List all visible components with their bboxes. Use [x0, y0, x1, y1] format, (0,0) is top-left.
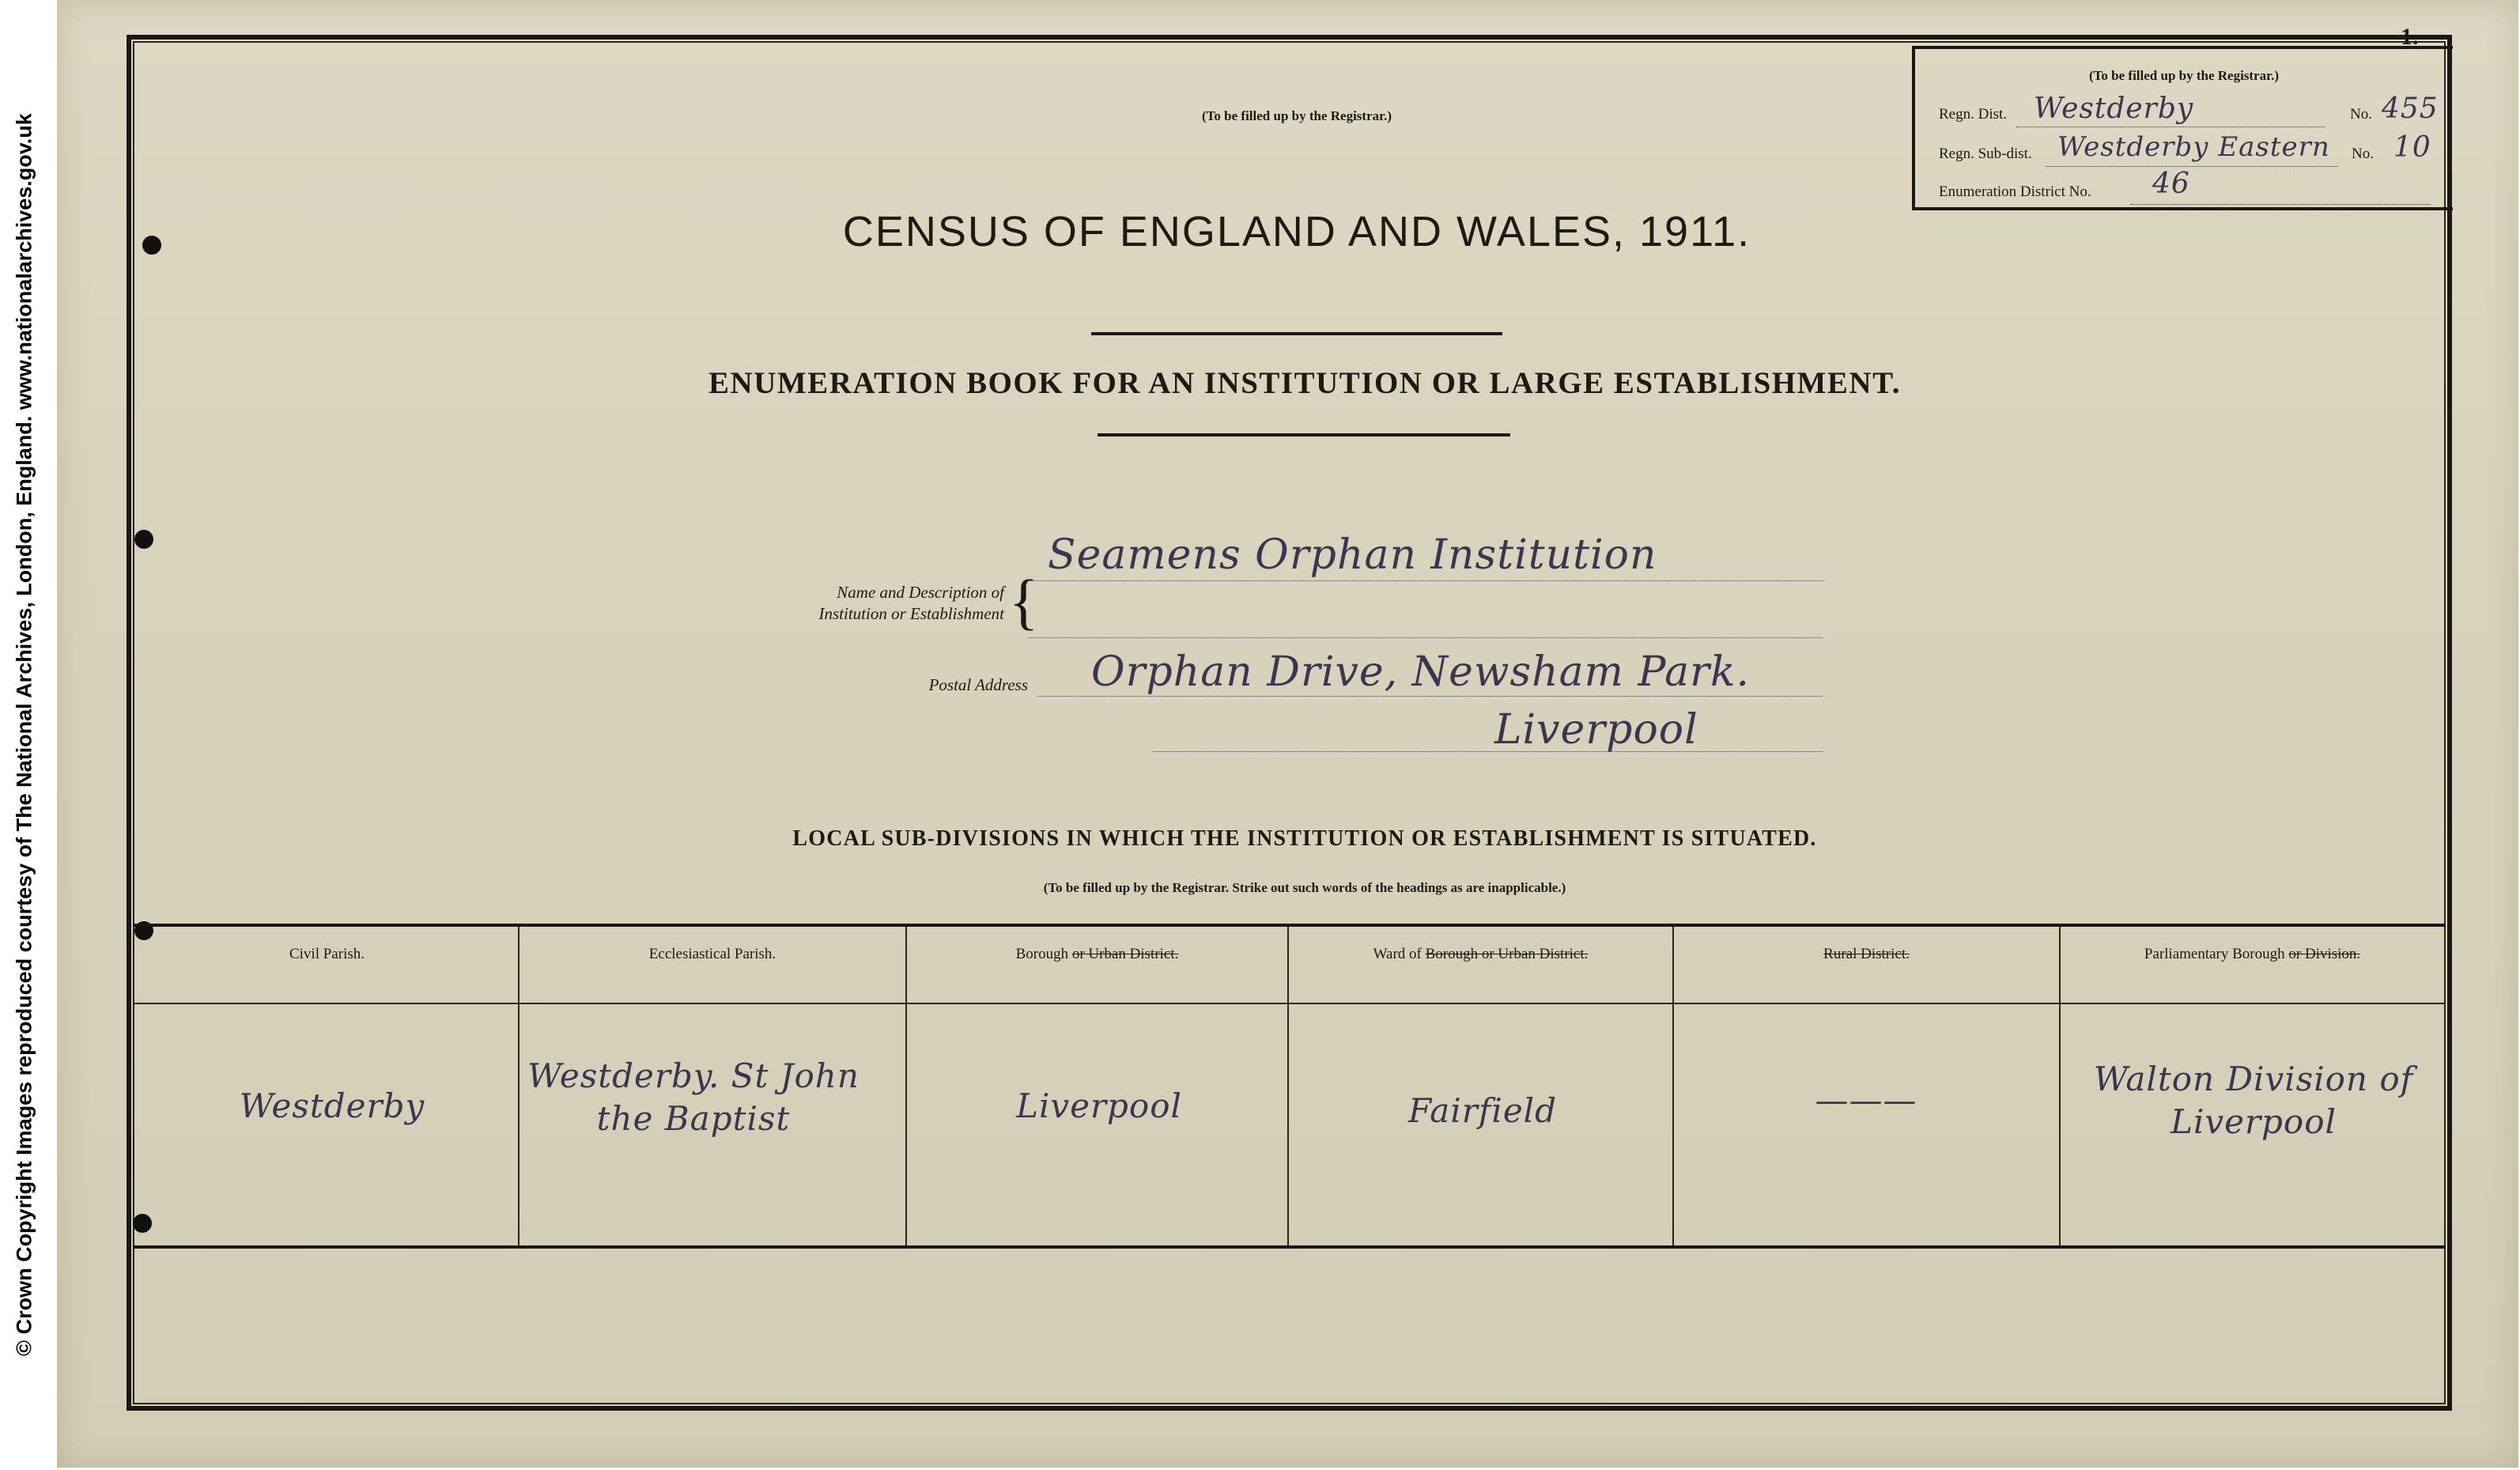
registrar-box: [1912, 46, 2453, 210]
col-header-text: Borough: [1015, 946, 1072, 962]
col-header-parliamentary-borough: [2061, 946, 2444, 977]
enum-row: [1939, 183, 2091, 201]
col-header-text: Civil Parish.: [289, 946, 365, 962]
postal-line-2: [1153, 751, 1823, 752]
col-header-ecclesiastical-parish: [519, 946, 905, 977]
punch-hole: [142, 236, 161, 255]
regn-dist-no: 455: [2382, 93, 2439, 125]
institution-name-label: [680, 582, 1004, 625]
col-header-rural-district: [1674, 946, 2059, 977]
brace-glyph: {: [1009, 567, 1039, 636]
col-header-ward: [1289, 946, 1672, 977]
title-rule-bottom: [1098, 433, 1510, 436]
postal-address-label: Postal Address: [928, 675, 1028, 694]
col-header-struck-text: or Division.: [2288, 946, 2361, 962]
ecclesiastical-parish-value: Westderby. St John the Baptist: [527, 1056, 860, 1138]
col-header-borough: [907, 946, 1287, 977]
institution-name-label-line2: Institution or Establishment: [818, 604, 1004, 623]
subdivisions-heading: LOCAL SUB-DIVISIONS IN WHICH THE INSTITUTION OR ESTABLISHMENT IS SITUATED.: [792, 826, 1817, 851]
postal-address-line2: Liverpool: [1494, 706, 1698, 754]
name-line-1: [1028, 580, 1823, 581]
regn-dist-row: [1939, 106, 2007, 123]
registrar-box-note: (To be filled up by the Registrar.): [2088, 68, 2280, 83]
subdivisions-note: (To be filled up by the Registrar. Strike out such words of the headings as are inapplicable.): [1043, 880, 1566, 895]
col-header-text: Ecclesiastical Parish.: [648, 946, 776, 962]
ward-value: Fairfield: [1408, 1091, 1557, 1130]
enum-line: [2130, 204, 2431, 205]
col-header-civil-parish: [136, 946, 518, 977]
subdist-no: 10: [2393, 131, 2431, 164]
table-bottom-rule: [133, 1245, 2446, 1249]
registrar-note-top: (To be filled up by the Registrar.): [1201, 108, 1392, 123]
subdist-label: Regn. Sub-dist.: [1939, 145, 2032, 162]
col-header-text: Ward of: [1373, 946, 1426, 962]
enum-value: 46: [2152, 168, 2190, 200]
punch-hole: [133, 1214, 152, 1233]
copyright-notice: © Crown Copyright Images reproduced courtesy of The National Archives, London, England. www.nationalarchives.gov.uk: [12, 113, 36, 1356]
regn-dist-value: Westderby: [2034, 93, 2194, 125]
table-header-rule: [133, 1003, 2446, 1004]
rural-district-value: ———: [1815, 1081, 1917, 1120]
copyright-strip: [0, 0, 49, 1470]
col-header-struck-text: Rural District.: [1823, 946, 1910, 962]
page-number: 1.: [2401, 24, 2419, 50]
subdist-line: [2046, 166, 2338, 167]
subdist-no-label: No.: [2352, 145, 2374, 162]
institution-name-label-line1: Name and Description of: [837, 583, 1004, 602]
subdist-row: [1939, 145, 2032, 163]
table-top-rule: [133, 924, 2446, 927]
regn-dist-label: Regn. Dist.: [1939, 106, 2008, 123]
postal-address-line1: Orphan Drive, Newsham Park.: [1091, 648, 1751, 696]
punch-hole: [134, 530, 153, 549]
enum-label: Enumeration District No.: [1939, 183, 2091, 200]
borough-value: Liverpool: [1016, 1086, 1182, 1125]
col-header-text: Parliamentary Borough: [2144, 946, 2289, 962]
regn-dist-no-label: No.: [2350, 106, 2372, 123]
col-header-struck-text: Borough or Urban District.: [1425, 946, 1589, 962]
title-rule-top: [1091, 332, 1502, 335]
civil-parish-value: Westderby: [239, 1086, 425, 1125]
census-title: CENSUS OF ENGLAND AND WALES, 1911.: [842, 208, 1751, 255]
subdist-value: Westderby Eastern: [2057, 131, 2330, 163]
enumeration-book-title: ENUMERATION BOOK FOR AN INSTITUTION OR LARGE ESTABLISHMENT.: [708, 366, 1901, 400]
postal-line-1: [1037, 696, 1823, 697]
name-line-2: [1028, 637, 1823, 638]
institution-name-value: Seamens Orphan Institution: [1048, 531, 1657, 579]
parliamentary-borough-value: Walton Division of Liverpool: [2093, 1060, 2414, 1141]
col-header-struck-text: or Urban District.: [1071, 946, 1179, 962]
